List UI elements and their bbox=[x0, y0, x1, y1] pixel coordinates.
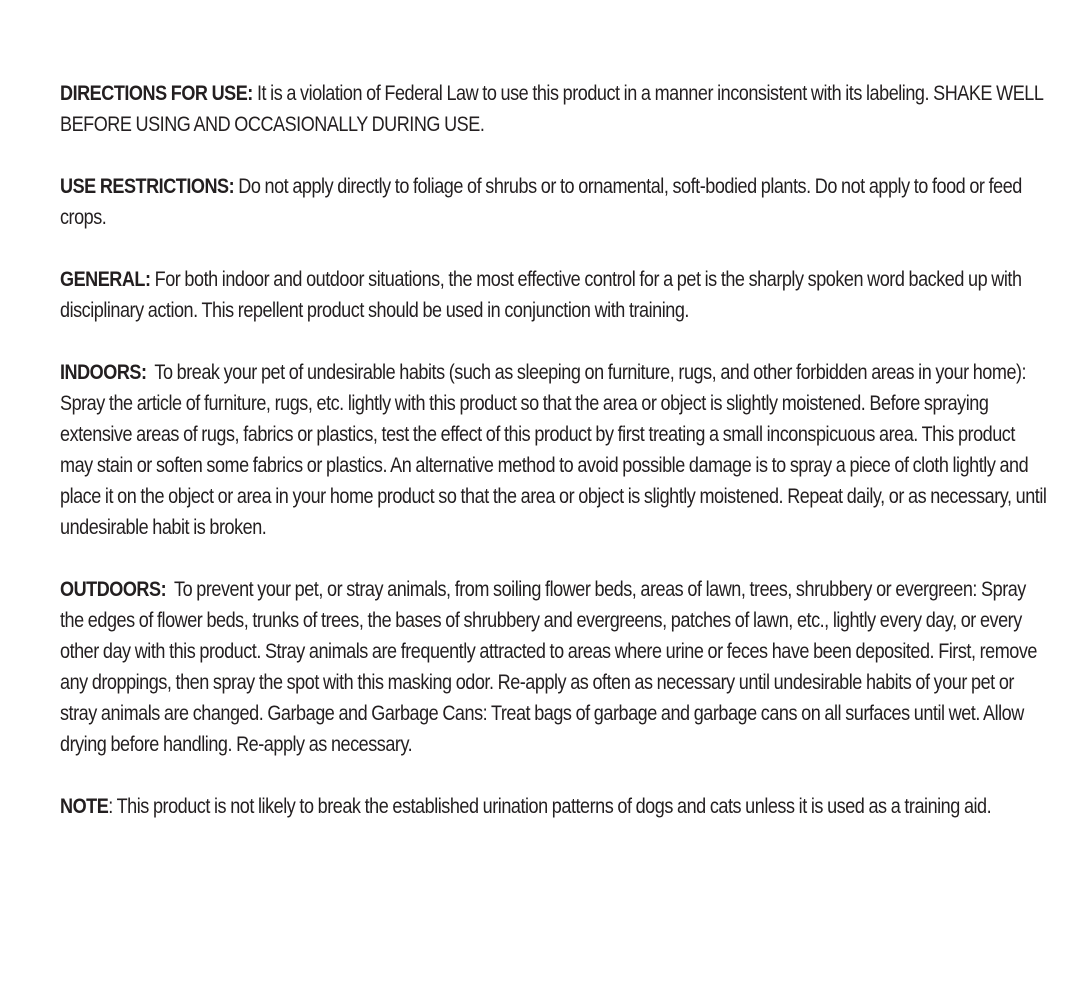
section-heading: GENERAL: bbox=[60, 268, 151, 291]
section-body: To break your pet of undesirable habits (such as sleeping on furniture, rugs, and other forbidden areas in your home): Spray the article of furniture, rugs, etc. lightly with this product so that the area or object is slightly moistened. Before spraying extensive areas of rugs, fabrics or plastics, test the effect of this product by first treating a small inconspicuous area. This product may stain or soften some fabrics or plastics. An alternative method to avoid possible damage is to spray a piece of cloth lightly and place it on the object or area in your home product so that the area or object is slightly moistened. Repeat daily, or as necessary, until undesirable habit is broken. bbox=[60, 361, 1051, 539]
section-heading: DIRECTIONS FOR USE: bbox=[60, 82, 253, 105]
directions-for-use-section bbox=[60, 78, 1049, 140]
section-body: For both indoor and outdoor situations, the most effective control for a pet is the sharply spoken word backed up with disciplinary action. This repellent product should be used in conjunction with training. bbox=[60, 268, 1022, 322]
outdoors-section bbox=[60, 574, 1049, 760]
section-body: To prevent your pet, or stray animals, from soiling flower beds, areas of lawn, trees, shrubbery or evergreen: Spray the edges of flower beds, trunks of trees, the bases of shrubbery and evergreens, patches of lawn, etc., lightly every day, or every other day with this product. Stray animals are frequently attracted to areas where urine or feces have been deposited. First, remove any droppings, then spray the spot with this masking odor. Re-apply as often as necessary until undesirable habits of your pet or stray animals are changed. Garbage and Garbage Cans: Treat bags of garbage and garbage cans on all surfaces until wet. Allow drying before handling. Re-apply as necessary. bbox=[60, 578, 1042, 756]
section-heading: OUTDOORS: bbox=[60, 578, 167, 601]
indoors-section bbox=[60, 357, 1049, 543]
note-section bbox=[60, 791, 1049, 822]
section-body: It is a violation of Federal Law to use this product in a manner inconsistent with its labeling. SHAKE WELL BEFORE USING AND OCCASIONALLY DURING USE. bbox=[60, 82, 1043, 136]
use-restrictions-section bbox=[60, 171, 1049, 233]
label-directions-document bbox=[60, 78, 1050, 853]
general-section bbox=[60, 264, 1049, 326]
section-heading: NOTE bbox=[60, 795, 109, 818]
section-body: Do not apply directly to foliage of shrubs or to ornamental, soft-bodied plants. Do not apply to food or feed crops. bbox=[60, 175, 1022, 229]
section-body: : This product is not likely to break the established urination patterns of dogs and cats unless it is used as a training aid. bbox=[108, 795, 992, 818]
section-heading: INDOORS: bbox=[60, 361, 147, 384]
section-heading: USE RESTRICTIONS: bbox=[60, 175, 235, 198]
